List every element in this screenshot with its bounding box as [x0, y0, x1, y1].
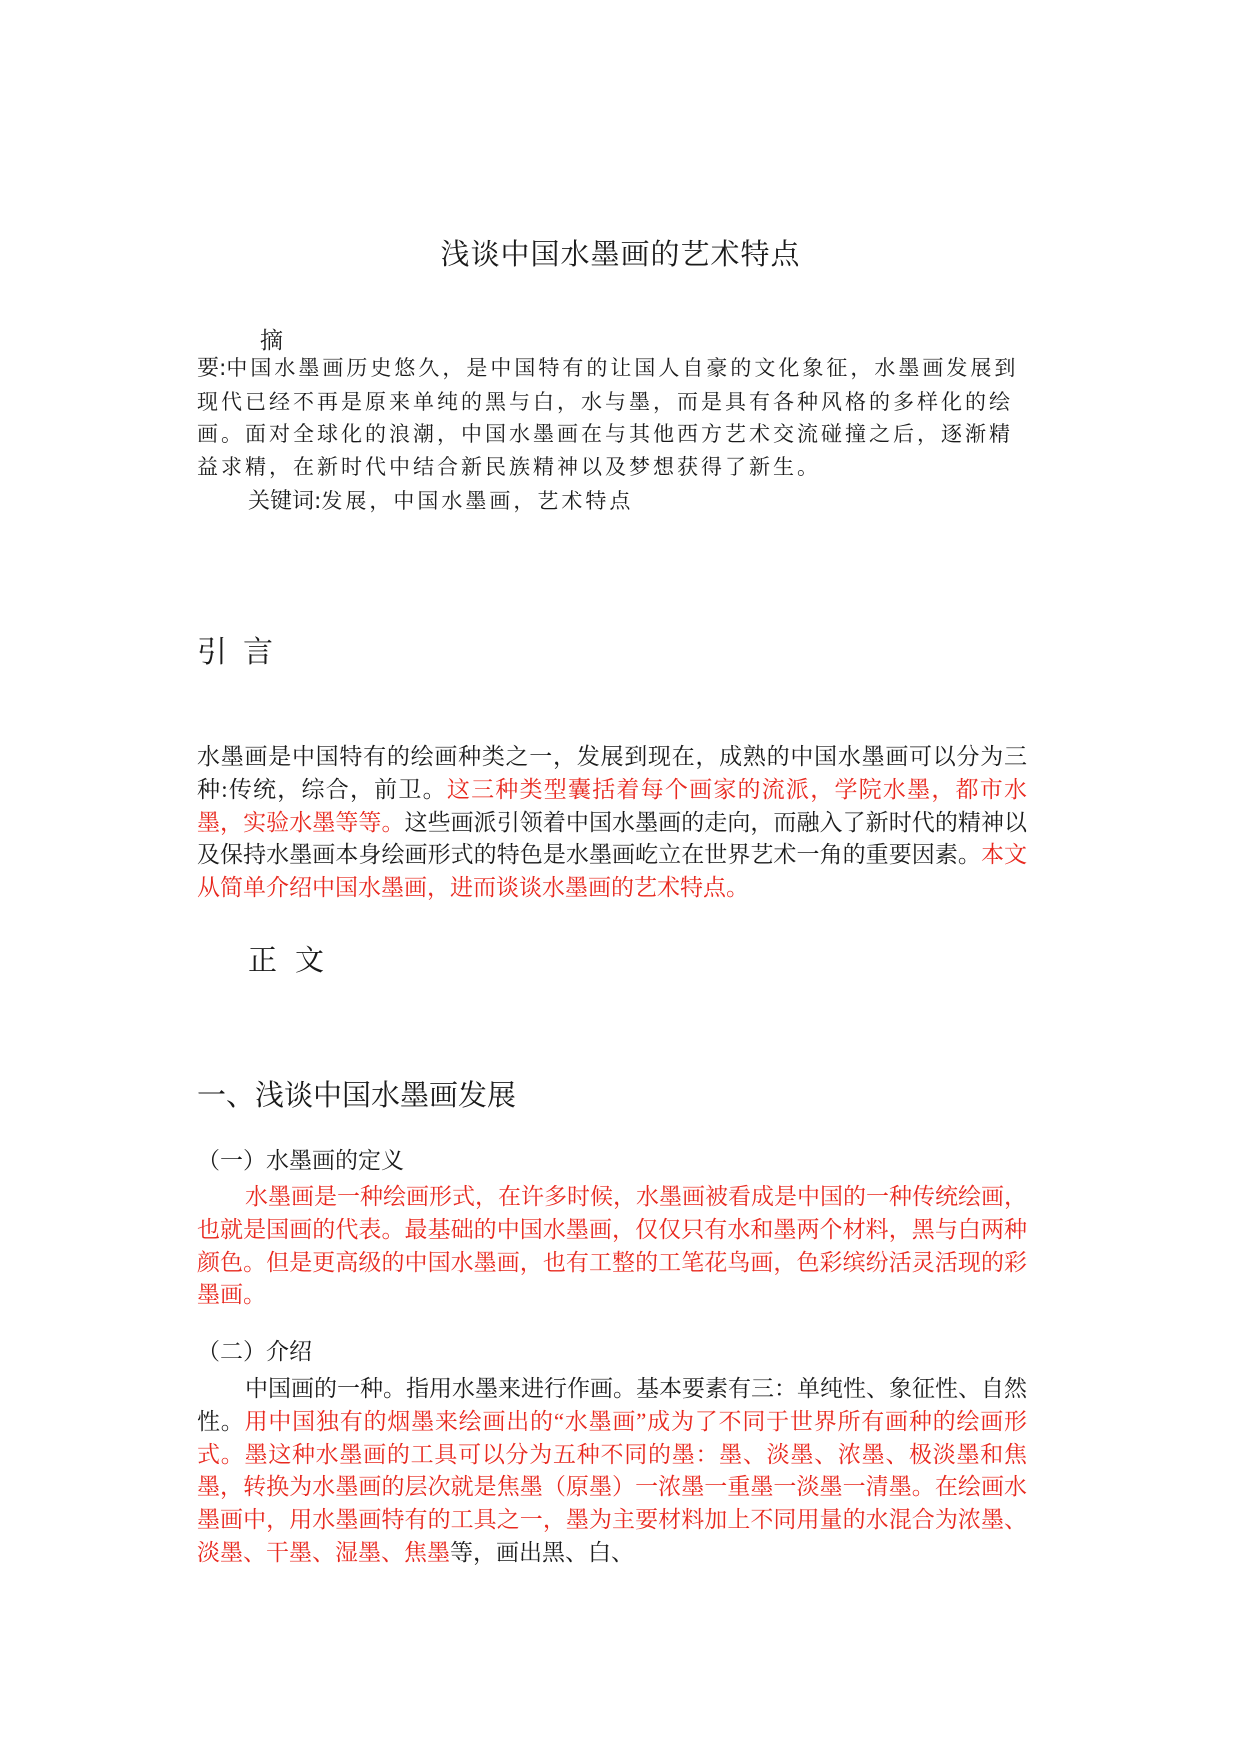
keywords-text: 发展，中国水墨画，艺术特点: [321, 489, 634, 513]
introduction-text-2: 等，画出黑、白、: [450, 1539, 634, 1565]
introduction-highlight: 用中国独有的烟墨来绘画出的“水墨画”成为了不同于世界所有画种的绘画形式。墨这种水墨画的工具可以分为五种不同的墨：墨、淡墨、浓墨、极淡墨和焦墨，转换为水墨画的层次就是焦墨（原墨）一浓墨一重墨一淡墨一清墨。在绘画水墨画中，用水墨画特有的工具之一，墨为主要材料加上不同用量的水混合为浓墨、淡墨、干墨、湿墨、焦墨: [197, 1408, 1027, 1565]
document-title: 浅谈中国水墨画的艺术特点: [440, 237, 801, 271]
intro-text-1: 水墨画是中国特有的绘画种类之一，发展到现在，成熟的中国水墨画可以分为三种:传统，综合，前卫。: [197, 744, 1027, 802]
subsection-1-heading: （一）水墨画的定义: [197, 1148, 404, 1174]
body-heading: 正文: [248, 943, 343, 977]
abstract-text: 中国水墨画历史悠久，是中国特有的让国人自豪的文化象征，水墨画发展到现代已经不再是原来单纯的黑与白，水与墨，而是具有各种风格的多样化的绘画。面对全球化的浪潮，中国水墨画在与其他西方艺术交流碰撞之后，逐渐精益求精，在新时代中结合新民族精神以及梦想获得了新生。: [197, 356, 1019, 479]
section-1-heading: 一、浅谈中国水墨画发展: [197, 1078, 517, 1112]
abstract-label: 要:: [197, 356, 227, 381]
intro-paragraph: [197, 741, 1027, 905]
definition-paragraph: 水墨画是一种绘画形式，在许多时候，水墨画被看成是中国的一种传统绘画，也就是国画的代表。最基础的中国水墨画，仅仅只有水和墨两个材料，黑与白两种颜色。但是更高级的中国水墨画，也有工整的工笔花鸟画，色彩缤纷活灵活现的彩墨画。: [197, 1184, 1027, 1308]
abstract-paragraph: [197, 352, 1027, 483]
keywords-label: 关键词:: [248, 489, 322, 514]
subsection-2-heading: （二）介绍: [197, 1339, 312, 1365]
introduction-paragraph: [197, 1373, 1027, 1570]
intro-highlight-2: 本文从简单介绍中国水墨画，进而谈谈水墨画的艺术特点。: [197, 842, 1028, 901]
abstract-heading-char: 摘: [260, 328, 283, 354]
introduction-text-1: 中国画的一种。指用水墨来进行作画。基本要素有三：单纯性、象征性、自然性。: [197, 1376, 1027, 1434]
intro-text-2: 这些画派引领着中国水墨画的走向，而融入了新时代的精神以及保持水墨画本身绘画形式的特色是水墨画屹立在世界艺术一角的重要因素。: [197, 809, 1028, 868]
keywords-line: [248, 484, 633, 515]
intro-highlight-1: 这三种类型囊括着每个画家的流派，学院水墨，都市水墨，实验水墨等等。: [197, 776, 1028, 835]
intro-heading: 引言: [197, 635, 289, 670]
